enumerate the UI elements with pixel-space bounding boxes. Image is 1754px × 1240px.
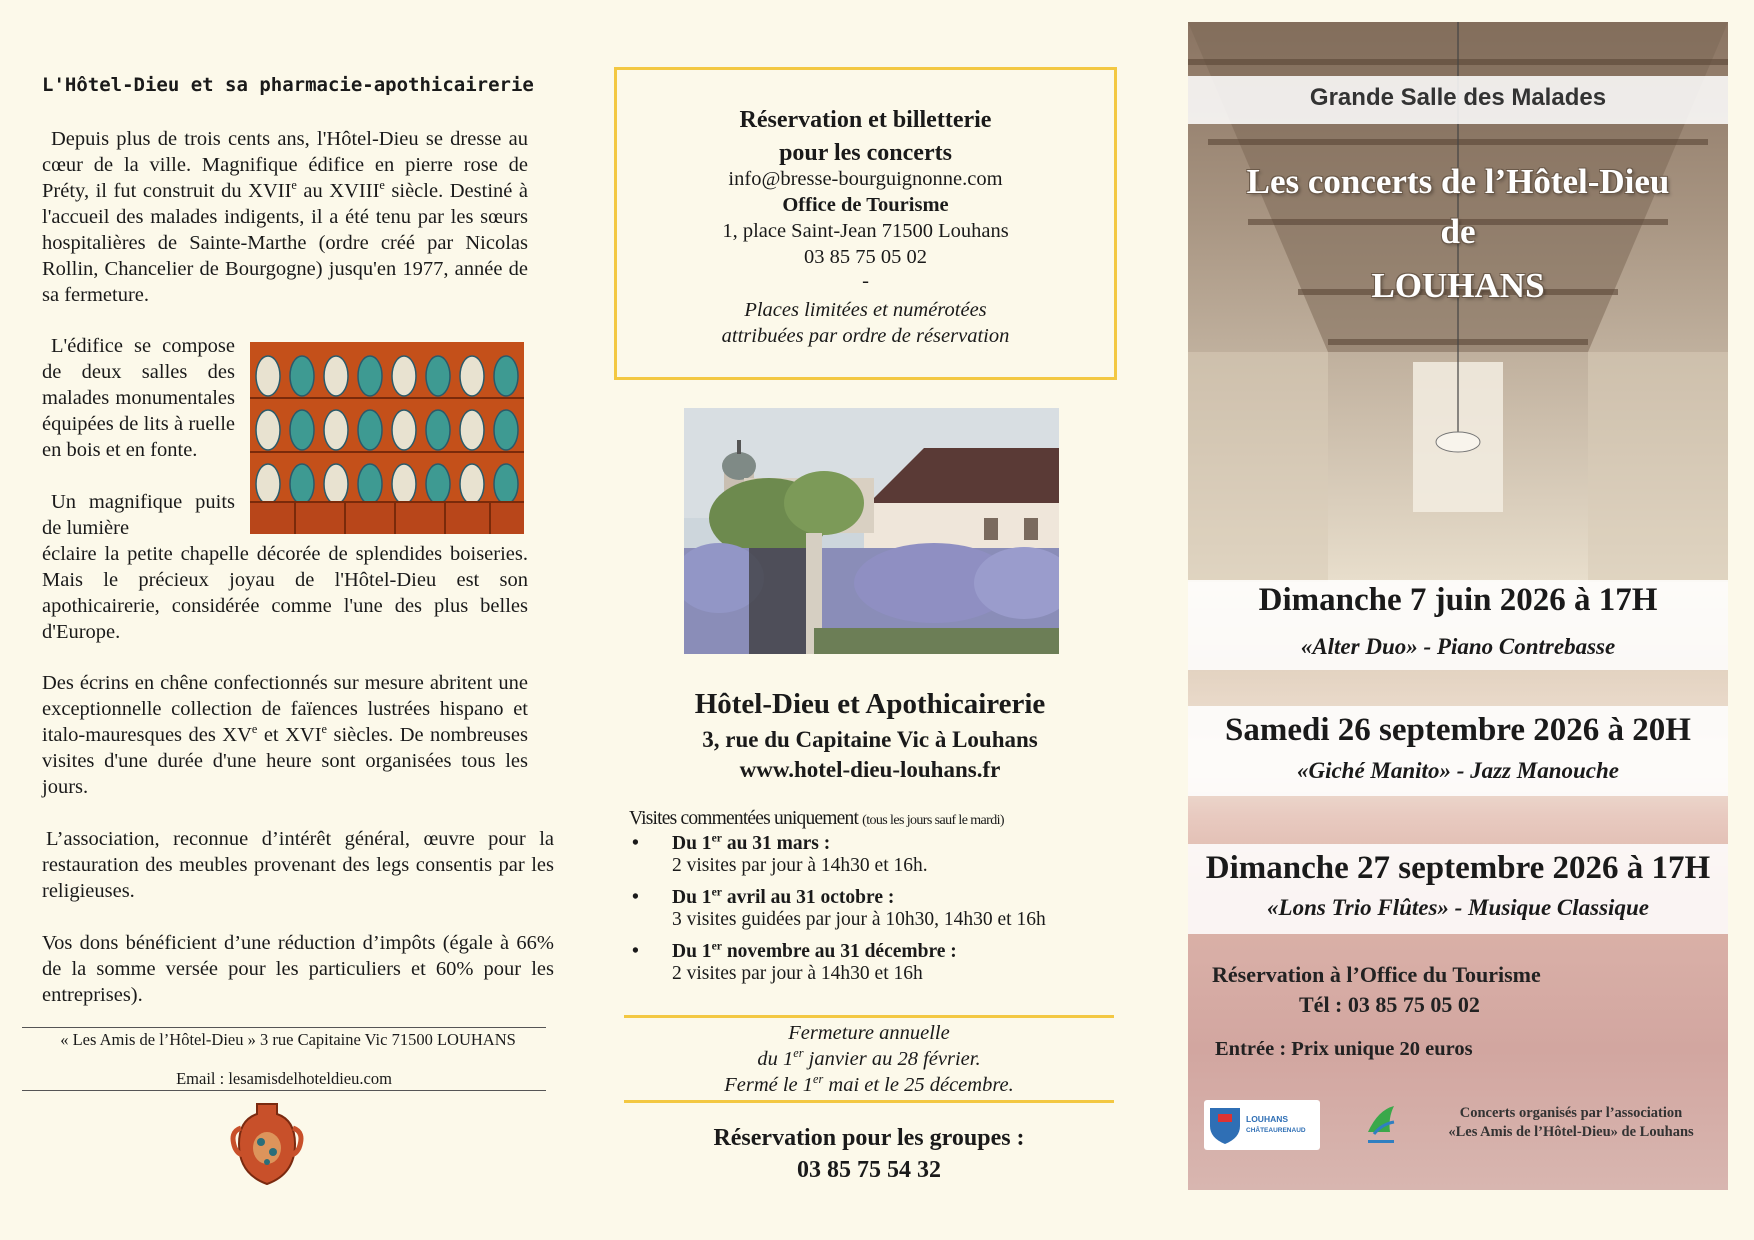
faience-jar <box>290 464 314 504</box>
tourism-office-phone: 03 85 75 05 02 <box>804 246 927 268</box>
building-paragraph: L'édifice se compose de deux salles des malades monumentales équipées de lits à ruelle en bois et en fonte. <box>42 335 235 461</box>
ticket-reservation-phone: Tél : 03 85 75 05 02 <box>1299 992 1480 1017</box>
apothecary-shelf-image <box>250 342 524 534</box>
town-crest-icon <box>1204 1100 1320 1150</box>
divider <box>624 1015 1114 1018</box>
collection-paragraph: Des écrins en chêne confectionnés sur mesure abritent une exceptionnelle collection de faïences lustrées hispano et italo-mauresques des XVe et XVIe siècles. De nombreuses visites d'une durée d'une heure sont organisées tous les jours. <box>42 672 528 798</box>
concert-date: Dimanche 7 juin 2026 à 17H <box>1258 582 1658 618</box>
faience-jar <box>460 410 484 450</box>
seating-note-line: Places limitées et numérotées <box>744 299 987 321</box>
faience-jar <box>426 356 450 396</box>
visit-period: • Du 1er novembre au 31 décembre : <box>632 941 957 963</box>
history-paragraph: Depuis plus de trois cents ans, l'Hôtel-Dieu se dresse au cœur de la ville. Magnifique édifice en pierre rose de Préty, il fut construit du XVIIe au XVIIIe siècle. Destiné à l'accueil des malades indigents, il a été tenu par les sœurs hospitalières de Sainte-Marthe (ordre créé par Nicolas Rollin, Chancelier de Bourgogne) jusqu'en 1977, année de sa fermeture. <box>42 128 528 306</box>
faience-jar <box>290 356 314 396</box>
divider <box>22 1027 546 1028</box>
concert-series-title: Les concerts de l’Hôtel-Dieu <box>1246 162 1670 201</box>
concert-series-title: de <box>1440 212 1476 251</box>
faience-jar <box>460 464 484 504</box>
faience-jar <box>290 410 314 450</box>
closure-line: Fermé le 1er mai et le 25 décembre. <box>724 1072 1014 1096</box>
faience-jar <box>324 356 348 396</box>
logo-text: LOUHANS <box>1246 1114 1289 1124</box>
faience-jar <box>392 356 416 396</box>
faience-jar <box>256 410 280 450</box>
visit-times: 2 visites par jour à 14h30 et 16h <box>672 963 923 984</box>
seating-note-line: attribuées par ordre de réservation <box>721 325 1010 347</box>
reservation-title-line: pour les concerts <box>779 140 952 166</box>
faience-jar <box>358 410 382 450</box>
bresse-region-logo <box>1356 1100 1406 1150</box>
tourism-office-label: Office de Tourisme <box>782 194 949 216</box>
faience-jar <box>324 464 348 504</box>
divider <box>624 1100 1114 1103</box>
organizer-line: Concerts organisés par l’association <box>1459 1105 1683 1121</box>
concert-performer: «Giché Manito» - Jazz Manouche <box>1296 758 1620 783</box>
chapel-paragraph: éclaire la petite chapelle décorée de splendides boiseries. Mais le précieux joyau de l'Hôtel-Dieu est son apothicairerie, considérée comme l'une des plus belles d'Europe. <box>42 543 528 643</box>
concert-date: Dimanche 27 septembre 2026 à 17H <box>1205 850 1711 886</box>
separator-dash: - <box>862 270 869 292</box>
visit-schedule-item <box>632 887 1046 931</box>
association-address: « Les Amis de l’Hôtel-Dieu » 3 rue Capitaine Vic 71500 LOUHANS <box>60 1030 516 1049</box>
faience-jar <box>494 410 518 450</box>
guided-visits-heading <box>629 808 1004 830</box>
group-reservation-phone: 03 85 75 54 32 <box>797 1157 941 1183</box>
faience-jar <box>460 356 484 396</box>
faience-jar <box>494 464 518 504</box>
faience-jar <box>392 410 416 450</box>
venue-address: 3, rue du Capitaine Vic à Louhans <box>702 727 1038 752</box>
reservation-title <box>614 104 1117 170</box>
logo-text: CHÂTEAURENAUD <box>1246 1127 1306 1134</box>
visit-times: 3 visites guidées par jour à 10h30, 14h30 et 16h <box>672 909 1046 930</box>
guided-visits-label: Visites commentées uniquement <box>629 808 859 829</box>
organizer-credit <box>1412 1104 1730 1142</box>
association-email: Email : lesamisdelhoteldieu.com <box>176 1069 392 1088</box>
closure-line: du 1er janvier au 28 février. <box>757 1046 981 1070</box>
faience-jar <box>256 356 280 396</box>
visit-times: 2 visites par jour à 14h30 et 16h. <box>672 855 928 876</box>
concert-series-title: LOUHANS <box>1371 266 1545 305</box>
visit-period: • Du 1er avril au 31 octobre : <box>632 887 1046 909</box>
guided-visits-note: (tous les jours sauf le mardi) <box>862 813 1004 828</box>
visit-period: • Du 1er au 31 mars : <box>632 833 928 855</box>
faience-jar <box>324 410 348 450</box>
light-well-text: Un magnifique puits de lumière <box>42 491 235 539</box>
faience-jar <box>494 356 518 396</box>
hotel-dieu-exterior-photo <box>684 408 1059 654</box>
tourism-office-address: 1, place Saint-Jean 71500 Louhans <box>722 220 1009 242</box>
faience-jar <box>426 464 450 504</box>
association-paragraph: L’association, reconnue d’intérêt général, œuvre pour la restauration des meubles provenant des legs consentis par les religieuses. <box>42 828 554 902</box>
visit-schedule-item <box>632 833 928 877</box>
ticket-reservation-label: Réservation à l’Office du Tourisme <box>1212 962 1541 987</box>
divider <box>22 1090 546 1091</box>
concert-date: Samedi 26 septembre 2026 à 20H <box>1225 712 1691 748</box>
venue-name: Hôtel-Dieu et Apothicairerie <box>694 688 1046 720</box>
faience-jar <box>358 464 382 504</box>
faience-jug-image <box>227 1098 307 1190</box>
faience-jar <box>392 464 416 504</box>
venue-website-link[interactable]: www.hotel-dieu-louhans.fr <box>739 757 1001 782</box>
organizer-line: «Les Amis de l’Hôtel-Dieu» de Louhans <box>1448 1124 1694 1140</box>
faience-jar <box>426 410 450 450</box>
ticket-price: Entrée : Prix unique 20 euros <box>1215 1038 1473 1060</box>
annual-closure-note <box>614 1020 1124 1098</box>
donation-paragraph: Vos dons bénéficient d’une réduction d’impôts (égale à 66% de la somme versée pour les particuliers et 60% pour les entreprises). <box>42 932 554 1006</box>
reservation-email: info@bresse-bourguignonne.com <box>728 168 1003 190</box>
group-reservation-title: Réservation pour les groupes : <box>713 1125 1025 1151</box>
faience-jar <box>256 464 280 504</box>
closure-line: Fermeture annuelle <box>788 1022 950 1044</box>
faience-jar <box>358 356 382 396</box>
concert-performer: «Alter Duo» - Piano Contrebasse <box>1300 634 1616 659</box>
section-title: L'Hôtel-Dieu et sa pharmacie-apothicairerie <box>42 74 534 96</box>
hall-caption: Grande Salle des Malades <box>1309 84 1607 111</box>
louhans-chateaurenaud-logo <box>1204 1100 1320 1150</box>
seating-note <box>614 297 1117 349</box>
reservation-title-line: Réservation et billetterie <box>739 107 992 133</box>
visit-schedule-item <box>632 941 957 985</box>
concert-performer: «Lons Trio Flûtes» - Musique Classique <box>1267 895 1649 920</box>
